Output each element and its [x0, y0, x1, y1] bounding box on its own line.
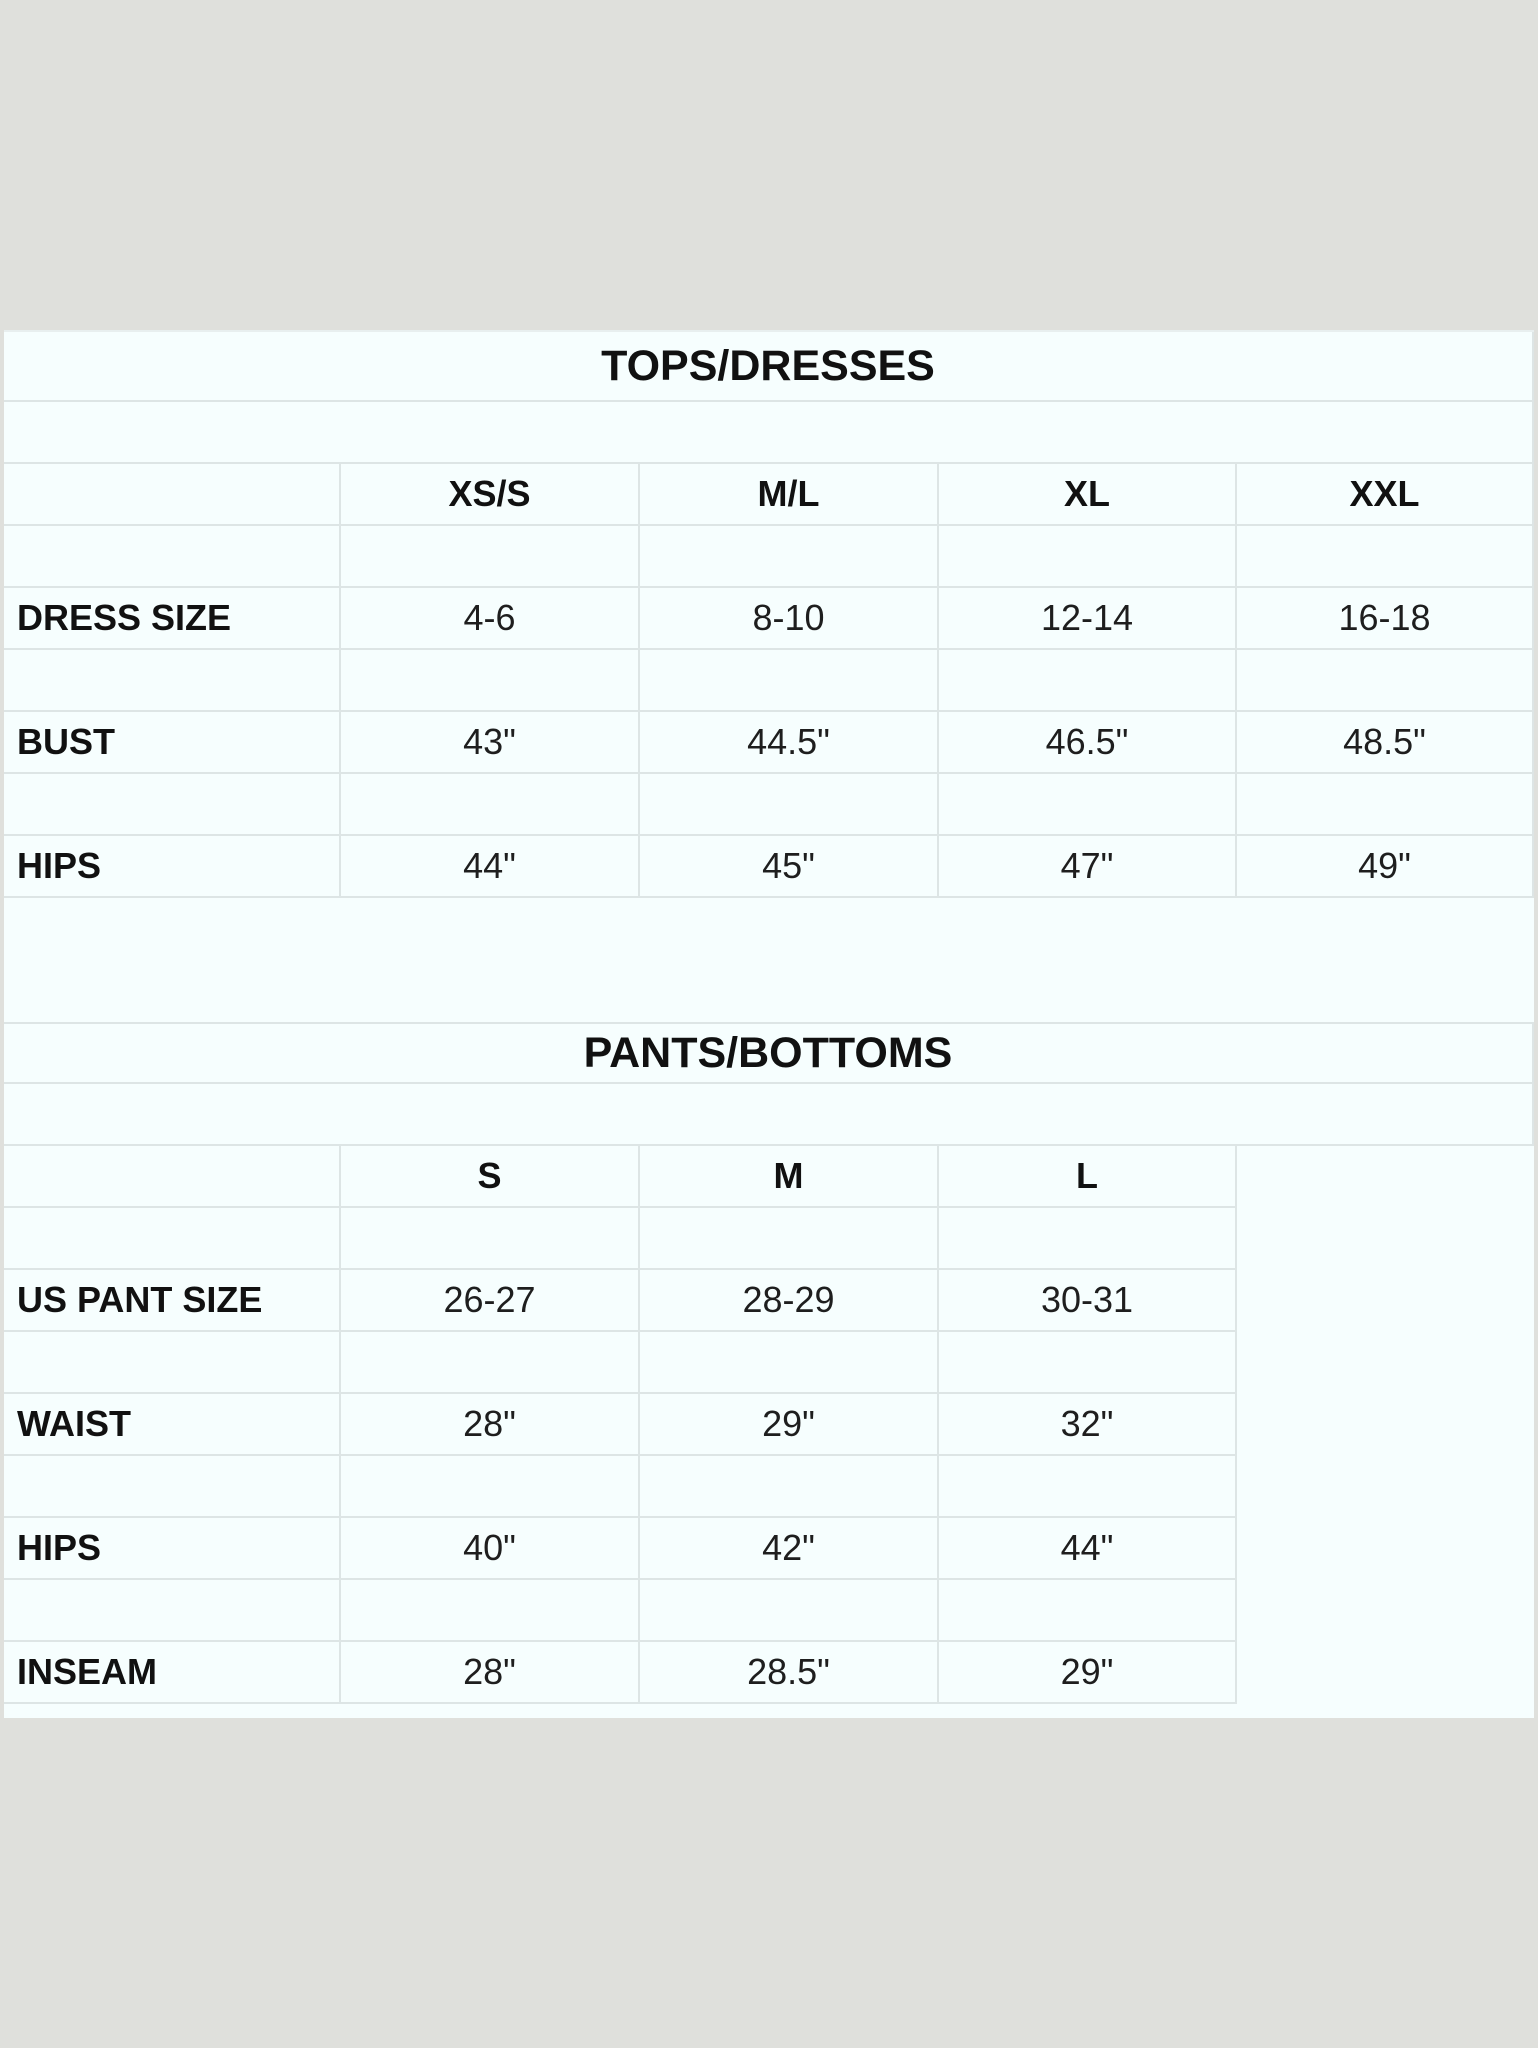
row-label-waist: WAIST — [4, 1394, 341, 1456]
spacer-cell — [939, 1332, 1237, 1394]
spacer-cell — [939, 774, 1237, 836]
value-cell: 44.5" — [640, 712, 939, 774]
size-header: L — [939, 1146, 1237, 1208]
spacer-cell — [4, 1456, 341, 1518]
size-header: M — [640, 1146, 939, 1208]
spacer-cell — [640, 650, 939, 712]
value-cell: 12-14 — [939, 588, 1237, 650]
spacer-cell — [1237, 650, 1534, 712]
value-cell: 28-29 — [640, 1270, 939, 1332]
spacer-cell — [4, 1332, 341, 1394]
spacer-cell — [341, 774, 640, 836]
spacer-cell — [341, 526, 640, 588]
spacer-cell — [1237, 774, 1534, 836]
header-corner-cell — [4, 1146, 341, 1208]
value-cell: 28" — [341, 1394, 640, 1456]
empty-column — [1237, 1394, 1534, 1456]
spacer-cell — [341, 1580, 640, 1642]
row-label-us-pant-size: US PANT SIZE — [4, 1270, 341, 1332]
size-header: S — [341, 1146, 640, 1208]
size-header: XS/S — [341, 464, 640, 526]
spacer-cell — [640, 774, 939, 836]
spacer-cell — [4, 650, 341, 712]
size-header: XXL — [1237, 464, 1534, 526]
value-cell: 48.5" — [1237, 712, 1534, 774]
value-cell: 8-10 — [640, 588, 939, 650]
spacer-cell — [939, 650, 1237, 712]
spacer-cell — [939, 1208, 1237, 1270]
spacer-cell — [341, 1208, 640, 1270]
empty-column — [1237, 1456, 1534, 1518]
empty-column — [1237, 1642, 1534, 1704]
spacer-cell — [939, 1456, 1237, 1518]
row-label-dress-size: DRESS SIZE — [4, 588, 341, 650]
spacer-cell — [640, 1332, 939, 1394]
value-cell: 28.5" — [640, 1642, 939, 1704]
spacer-cell — [4, 1208, 341, 1270]
pants-bottoms-title: PANTS/BOTTOMS — [4, 1024, 1534, 1084]
value-cell: 44" — [939, 1518, 1237, 1580]
empty-column — [1237, 1208, 1534, 1270]
spacer-cell — [341, 1332, 640, 1394]
row-label-hips: HIPS — [4, 1518, 341, 1580]
value-cell: 45" — [640, 836, 939, 898]
spacer-row — [4, 402, 1534, 464]
value-cell: 26-27 — [341, 1270, 640, 1332]
empty-column — [1237, 1146, 1534, 1208]
row-label-hips: HIPS — [4, 836, 341, 898]
row-label-inseam: INSEAM — [4, 1642, 341, 1704]
spacer-cell — [640, 526, 939, 588]
value-cell: 42" — [640, 1518, 939, 1580]
spacer-cell — [939, 526, 1237, 588]
value-cell: 29" — [640, 1394, 939, 1456]
tops-dresses-title: TOPS/DRESSES — [4, 332, 1534, 402]
spacer-cell — [640, 1456, 939, 1518]
value-cell: 32" — [939, 1394, 1237, 1456]
spacer-row — [4, 1084, 1534, 1146]
spacer-cell — [341, 650, 640, 712]
empty-column — [1237, 1332, 1534, 1394]
spacer-cell — [4, 1580, 341, 1642]
spacer-cell — [4, 774, 341, 836]
spacer-cell — [640, 1580, 939, 1642]
empty-column — [1237, 1580, 1534, 1642]
size-header: XL — [939, 464, 1237, 526]
size-header: M/L — [640, 464, 939, 526]
value-cell: 40" — [341, 1518, 640, 1580]
tops-dresses-table — [4, 332, 1534, 898]
value-cell: 47" — [939, 836, 1237, 898]
header-corner-cell — [4, 464, 341, 526]
value-cell: 30-31 — [939, 1270, 1237, 1332]
value-cell: 49" — [1237, 836, 1534, 898]
value-cell: 4-6 — [341, 588, 640, 650]
value-cell: 16-18 — [1237, 588, 1534, 650]
value-cell: 43" — [341, 712, 640, 774]
size-chart — [4, 330, 1534, 1718]
value-cell: 29" — [939, 1642, 1237, 1704]
spacer-cell — [939, 1580, 1237, 1642]
section-gap — [4, 900, 1534, 1024]
pants-bottoms-table — [4, 1024, 1534, 1828]
value-cell: 46.5" — [939, 712, 1237, 774]
spacer-cell — [4, 526, 341, 588]
spacer-cell — [640, 1208, 939, 1270]
value-cell: 44" — [341, 836, 640, 898]
empty-column — [1237, 1270, 1534, 1332]
spacer-cell — [341, 1456, 640, 1518]
empty-column — [1237, 1518, 1534, 1580]
value-cell: 28" — [341, 1642, 640, 1704]
row-label-bust: BUST — [4, 712, 341, 774]
spacer-cell — [1237, 526, 1534, 588]
